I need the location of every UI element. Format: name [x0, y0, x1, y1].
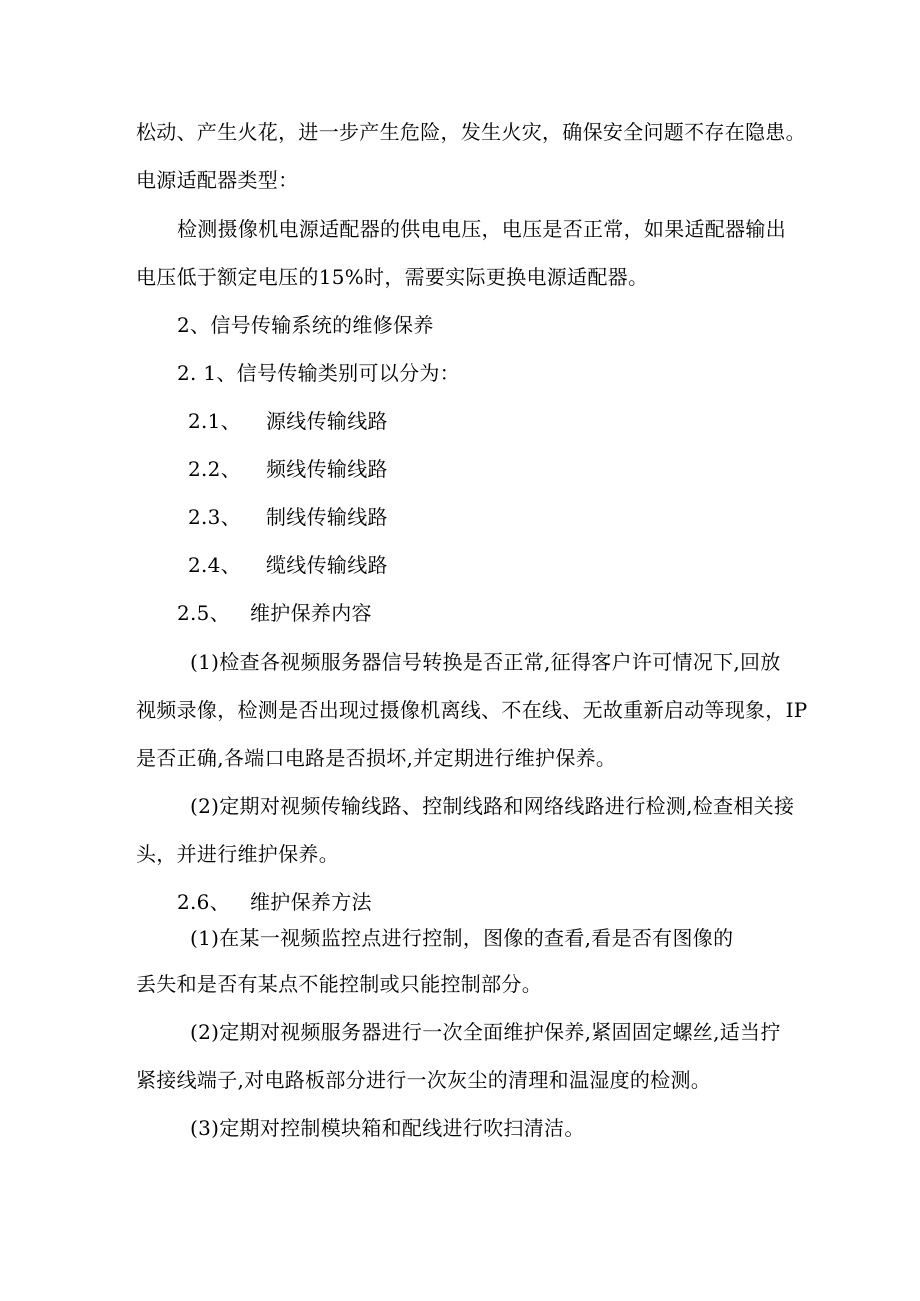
section-heading: 2. 1、信号传输类别可以分为：	[177, 361, 460, 385]
paragraph-line: (2)定期对视频传输线路、控制线路和网络线路进行检测,检查相关接	[190, 794, 795, 818]
paragraph-line: 丢失和是否有某点不能控制或只能控制部分。	[136, 972, 542, 996]
subsection-number: 2.6、	[177, 890, 231, 914]
paragraph-line: 电压低于额定电压的15%时，需要实际更换电源适配器。	[136, 265, 649, 289]
subsection-title: 维护保养内容	[250, 601, 372, 625]
subsection-title: 维护保养方法	[250, 890, 372, 914]
paragraph-line: 视频录像，检测是否出现过摄像机离线、不在线、无故重新启动等现象，IP	[136, 698, 808, 722]
paragraph-line: (2)定期对视频服务器进行一次全面维护保养,紧固固定螺丝,适当拧	[190, 1020, 781, 1044]
list-item-text: 源线传输线路	[266, 409, 388, 433]
section-heading: 电源适配器类型：	[136, 168, 299, 192]
list-item	[188, 503, 388, 531]
paragraph-line: (3)定期对控制模块箱和配线进行吹扫清洁。	[190, 1116, 585, 1140]
paragraph-line: 头，并进行维护保养。	[136, 842, 339, 866]
subsection-number: 2.5、	[177, 601, 231, 625]
list-item	[188, 407, 388, 435]
list-item-text: 制线传输线路	[266, 505, 388, 529]
list-item-number: 2.1、	[188, 409, 242, 433]
list-item-text: 缆线传输线路	[266, 553, 388, 577]
subsection-heading	[177, 888, 372, 916]
paragraph-line: 紧接线端子,对电路板部分进行一次灰尘的清理和温湿度的检测。	[136, 1068, 712, 1092]
subsection-heading	[177, 599, 372, 627]
list-item-number: 2.3、	[188, 505, 242, 529]
list-item	[188, 455, 388, 483]
paragraph-line: 是否正确,各端口电路是否损坏,并定期进行维护保养。	[136, 746, 617, 770]
list-item-number: 2.2、	[188, 457, 242, 481]
paragraph-line: 松动、产生火花，进一步产生危险，发生火灾，确保安全问题不存在隐患。	[136, 120, 806, 144]
list-item-text: 频线传输线路	[266, 457, 388, 481]
paragraph-line: (1)检查各视频服务器信号转换是否正常,征得客户许可情况下,回放	[190, 650, 781, 674]
paragraph-line: 检测摄像机电源适配器的供电电压，电压是否正常，如果适配器输出	[177, 217, 786, 241]
list-item-number: 2.4、	[188, 553, 242, 577]
list-item	[188, 551, 388, 579]
paragraph-line: (1)在某一视频监控点进行控制，图像的查看,看是否有图像的	[190, 926, 734, 950]
section-heading: 2、信号传输系统的维修保养	[177, 313, 434, 337]
